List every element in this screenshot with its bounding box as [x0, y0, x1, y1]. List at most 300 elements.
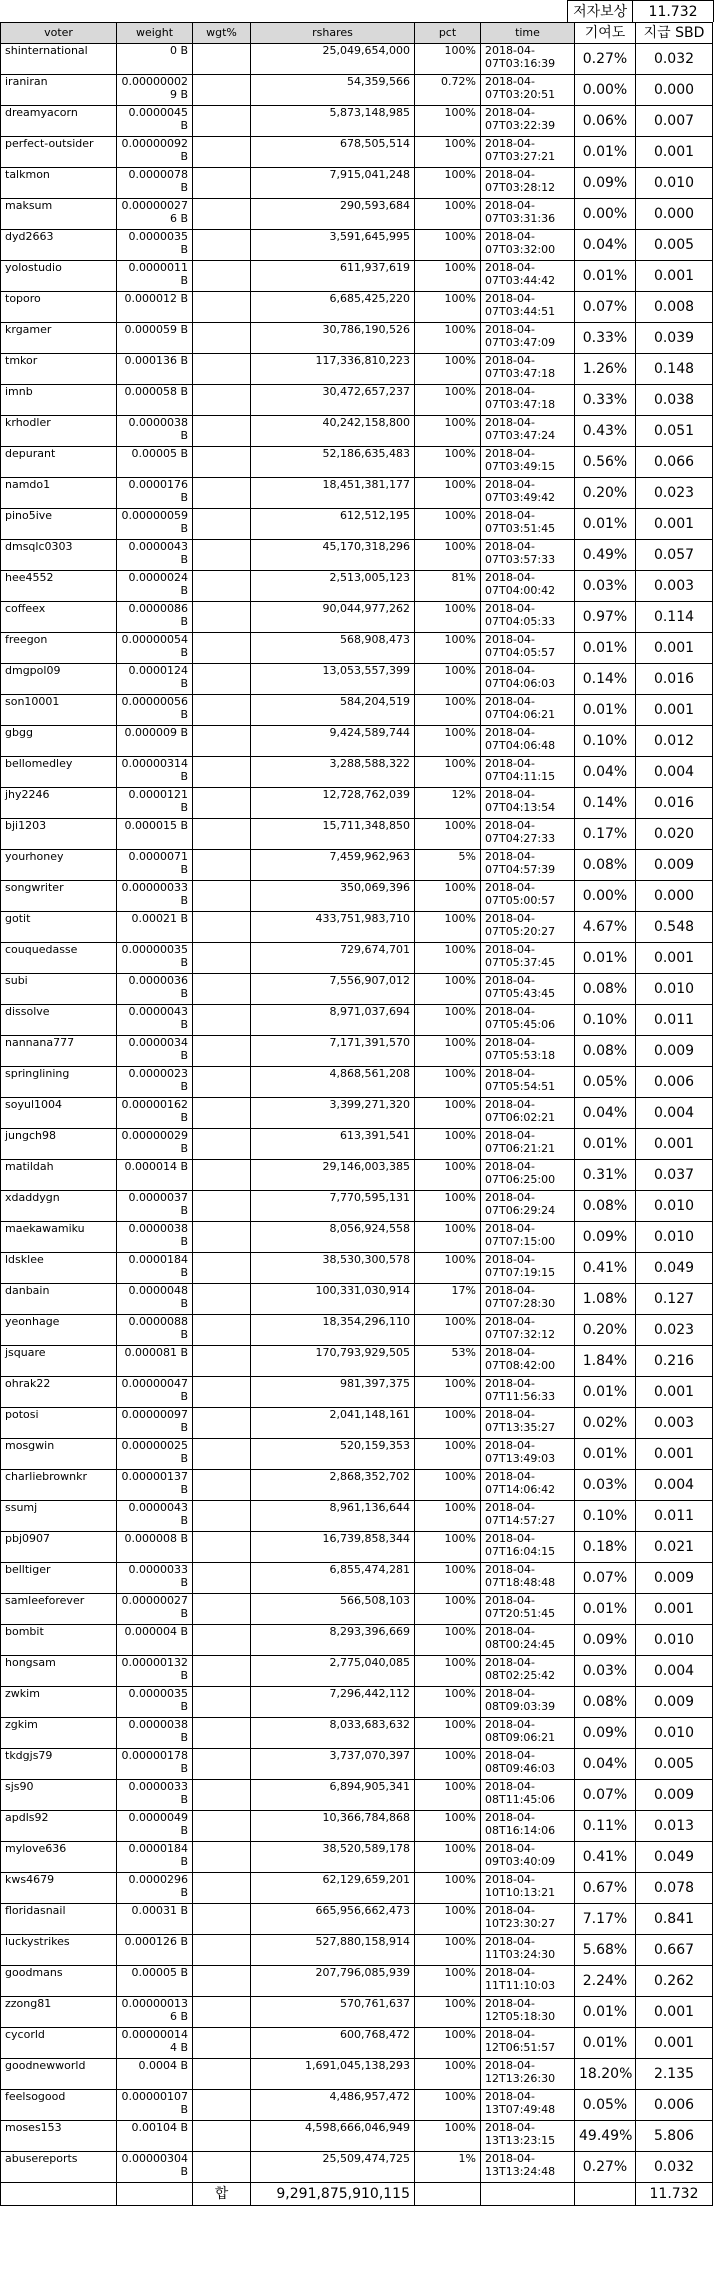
cell-time: 2018-04-08T00:24:45: [481, 1625, 575, 1656]
cell-rshares: 170,793,929,505: [251, 1346, 415, 1377]
cell-sbd: 0.001: [636, 137, 713, 168]
cell-sbd: 0.009: [636, 1036, 713, 1067]
cell-time: 2018-04-07T04:06:03: [481, 664, 575, 695]
cell-pct: 100%: [415, 416, 481, 447]
cell-pct: 100%: [415, 726, 481, 757]
header-pct: pct: [415, 23, 481, 44]
cell-contrib: 0.08%: [575, 850, 636, 881]
cell-sbd: 0.032: [636, 2152, 713, 2183]
cell-pct: 100%: [415, 1315, 481, 1346]
cell-pct: 100%: [415, 137, 481, 168]
cell-rshares: 38,520,589,178: [251, 1842, 415, 1873]
table-row: [1, 1749, 713, 1780]
cell-time: 2018-04-07T03:44:51: [481, 292, 575, 323]
cell-wgt: [193, 974, 251, 1005]
cell-sbd: 0.004: [636, 1656, 713, 1687]
cell-sbd: 0.011: [636, 1005, 713, 1036]
cell-rshares: 6,855,474,281: [251, 1563, 415, 1594]
cell-voter: danbain: [1, 1284, 117, 1315]
cell-voter: talkmon: [1, 168, 117, 199]
header-contrib: 기여도: [575, 23, 636, 44]
cell-contrib: 0.09%: [575, 1222, 636, 1253]
cell-weight: 0.000015 B: [117, 819, 193, 850]
cell-contrib: 0.56%: [575, 447, 636, 478]
cell-sbd: 0.148: [636, 354, 713, 385]
cell-sbd: 2.135: [636, 2059, 713, 2090]
cell-time: 2018-04-07T05:45:06: [481, 1005, 575, 1036]
cell-contrib: 0.14%: [575, 664, 636, 695]
table-row: [1, 1935, 713, 1966]
table-row: [1, 819, 713, 850]
cell-wgt: [193, 1160, 251, 1191]
cell-weight: 0.000059 B: [117, 323, 193, 354]
cell-contrib: 0.06%: [575, 106, 636, 137]
cell-contrib: 18.20%: [575, 2059, 636, 2090]
cell-voter: abusereports: [1, 2152, 117, 2183]
total-row: [1, 2183, 713, 2206]
cell-wgt: [193, 912, 251, 943]
table-row: [1, 1036, 713, 1067]
cell-pct: 100%: [415, 1067, 481, 1098]
cell-sbd: 0.078: [636, 1873, 713, 1904]
cell-contrib: 0.97%: [575, 602, 636, 633]
cell-time: 2018-04-13T13:24:48: [481, 2152, 575, 2183]
cell-time: 2018-04-07T03:47:24: [481, 416, 575, 447]
cell-wgt: [193, 1625, 251, 1656]
cell-time: 2018-04-11T11:10:03: [481, 1966, 575, 1997]
cell-time: 2018-04-08T16:14:06: [481, 1811, 575, 1842]
header-voter: voter: [1, 23, 117, 44]
cell-time: 2018-04-07T03:49:15: [481, 447, 575, 478]
cell-voter: samleeforever: [1, 1594, 117, 1625]
cell-time: 2018-04-07T04:27:33: [481, 819, 575, 850]
cell-wgt: [193, 354, 251, 385]
cell-rshares: 600,768,472: [251, 2028, 415, 2059]
cell-wgt: [193, 1780, 251, 1811]
cell-time: 2018-04-07T04:11:15: [481, 757, 575, 788]
cell-rshares: 7,459,962,963: [251, 850, 415, 881]
cell-voter: maksum: [1, 199, 117, 230]
cell-time: 2018-04-07T06:29:24: [481, 1191, 575, 1222]
cell-pct: 100%: [415, 1749, 481, 1780]
cell-rshares: 38,530,300,578: [251, 1253, 415, 1284]
cell-voter: tmkor: [1, 354, 117, 385]
table-row: [1, 1625, 713, 1656]
cell-contrib: 5.68%: [575, 1935, 636, 1966]
cell-pct: 100%: [415, 1594, 481, 1625]
cell-voter: dmgpol09: [1, 664, 117, 695]
cell-sbd: 0.004: [636, 1470, 713, 1501]
cell-pct: 100%: [415, 1656, 481, 1687]
cell-wgt: [193, 106, 251, 137]
cell-rshares: 7,556,907,012: [251, 974, 415, 1005]
cell-rshares: 290,593,684: [251, 199, 415, 230]
cell-wgt: [193, 292, 251, 323]
cell-wgt: [193, 261, 251, 292]
cell-voter: dyd2663: [1, 230, 117, 261]
cell-contrib: 0.10%: [575, 726, 636, 757]
table-row: [1, 323, 713, 354]
cell-rshares: 10,366,784,868: [251, 1811, 415, 1842]
cell-wgt: [193, 943, 251, 974]
cell-contrib: 0.17%: [575, 819, 636, 850]
cell-rshares: 62,129,659,201: [251, 1873, 415, 1904]
cell-weight: 0.00000035 B: [117, 943, 193, 974]
cell-sbd: 0.001: [636, 943, 713, 974]
cell-weight: 0.00000107 B: [117, 2090, 193, 2121]
cell-voter: apdls92: [1, 1811, 117, 1842]
cell-weight: 0.00000132 B: [117, 1656, 193, 1687]
cell-pct: 100%: [415, 819, 481, 850]
cell-contrib: 49.49%: [575, 2121, 636, 2152]
cell-wgt: [193, 1253, 251, 1284]
cell-time: 2018-04-07T03:28:12: [481, 168, 575, 199]
table-row: [1, 1656, 713, 1687]
cell-rshares: 12,728,762,039: [251, 788, 415, 819]
cell-sbd: 0.262: [636, 1966, 713, 1997]
cell-voter: zgkim: [1, 1718, 117, 1749]
cell-rshares: 25,049,654,000: [251, 44, 415, 75]
cell-sbd: 0.004: [636, 1098, 713, 1129]
cell-contrib: 0.04%: [575, 1098, 636, 1129]
cell-voter: hee4552: [1, 571, 117, 602]
cell-time: 2018-04-08T11:45:06: [481, 1780, 575, 1811]
cell-voter: floridasnail: [1, 1904, 117, 1935]
table-row: [1, 1098, 713, 1129]
cell-voter: charliebrownkr: [1, 1470, 117, 1501]
cell-contrib: 0.07%: [575, 292, 636, 323]
table-row: [1, 1315, 713, 1346]
cell-rshares: 2,868,352,702: [251, 1470, 415, 1501]
cell-wgt: [193, 788, 251, 819]
cell-contrib: 0.18%: [575, 1532, 636, 1563]
table-row: [1, 1563, 713, 1594]
cell-contrib: 0.20%: [575, 1315, 636, 1346]
cell-weight: 0.0000184 B: [117, 1253, 193, 1284]
cell-pct: 100%: [415, 695, 481, 726]
cell-pct: 100%: [415, 1470, 481, 1501]
cell-time: 2018-04-07T05:37:45: [481, 943, 575, 974]
table-row: [1, 478, 713, 509]
table-row: [1, 788, 713, 819]
total-sbd: 11.732: [636, 2183, 713, 2206]
cell-weight: 0.0000033 B: [117, 1563, 193, 1594]
table-row: [1, 1346, 713, 1377]
cell-time: 2018-04-07T03:57:33: [481, 540, 575, 571]
cell-rshares: 30,786,190,526: [251, 323, 415, 354]
cell-pct: 100%: [415, 1780, 481, 1811]
cell-pct: 100%: [415, 1501, 481, 1532]
cell-voter: belltiger: [1, 1563, 117, 1594]
cell-voter: yolostudio: [1, 261, 117, 292]
cell-rshares: 4,868,561,208: [251, 1067, 415, 1098]
cell-voter: jungch98: [1, 1129, 117, 1160]
table-row: [1, 1470, 713, 1501]
cell-voter: yeonhage: [1, 1315, 117, 1346]
cell-rshares: 207,796,085,939: [251, 1966, 415, 1997]
cell-pct: 100%: [415, 2059, 481, 2090]
cell-rshares: 4,598,666,046,949: [251, 2121, 415, 2152]
cell-wgt: [193, 168, 251, 199]
cell-pct: 100%: [415, 230, 481, 261]
table-row: [1, 1377, 713, 1408]
cell-rshares: 15,711,348,850: [251, 819, 415, 850]
cell-weight: 0.00000097 B: [117, 1408, 193, 1439]
cell-weight: 0.0000011 B: [117, 261, 193, 292]
cell-weight: 0.00031 B: [117, 1904, 193, 1935]
cell-time: 2018-04-12T06:51:57: [481, 2028, 575, 2059]
cell-voter: hongsam: [1, 1656, 117, 1687]
cell-weight: 0.000012 B: [117, 292, 193, 323]
cell-time: 2018-04-07T04:00:42: [481, 571, 575, 602]
cell-voter: krgamer: [1, 323, 117, 354]
cell-weight: 0.0000071 B: [117, 850, 193, 881]
cell-pct: 100%: [415, 1687, 481, 1718]
cell-weight: 0.0000043 B: [117, 1501, 193, 1532]
cell-pct: 0.72%: [415, 75, 481, 106]
table-row: [1, 509, 713, 540]
cell-time: 2018-04-07T07:15:00: [481, 1222, 575, 1253]
table-row: [1, 1904, 713, 1935]
cell-sbd: 0.001: [636, 261, 713, 292]
cell-sbd: 0.667: [636, 1935, 713, 1966]
table-row: [1, 633, 713, 664]
cell-time: 2018-04-08T02:25:42: [481, 1656, 575, 1687]
cell-sbd: 0.066: [636, 447, 713, 478]
author-reward-row: [0, 0, 714, 22]
table-row: [1, 199, 713, 230]
cell-voter: moses153: [1, 2121, 117, 2152]
cell-pct: 100%: [415, 1098, 481, 1129]
cell-weight: 0.000126 B: [117, 1935, 193, 1966]
cell-rshares: 5,873,148,985: [251, 106, 415, 137]
cell-voter: nannana777: [1, 1036, 117, 1067]
cell-sbd: 0.003: [636, 1408, 713, 1439]
cell-voter: iraniran: [1, 75, 117, 106]
cell-time: 2018-04-12T05:18:30: [481, 1997, 575, 2028]
cell-time: 2018-04-07T04:06:21: [481, 695, 575, 726]
table-row: [1, 2090, 713, 2121]
cell-time: 2018-04-07T05:43:45: [481, 974, 575, 1005]
cell-voter: jhy2246: [1, 788, 117, 819]
cell-rshares: 433,751,983,710: [251, 912, 415, 943]
cell-pct: 100%: [415, 385, 481, 416]
cell-contrib: 0.02%: [575, 1408, 636, 1439]
cell-sbd: 0.021: [636, 1532, 713, 1563]
cell-pct: 100%: [415, 633, 481, 664]
cell-voter: pbj0907: [1, 1532, 117, 1563]
cell-weight: 0.000009 B: [117, 726, 193, 757]
cell-sbd: 0.001: [636, 1129, 713, 1160]
table-row: [1, 602, 713, 633]
cell-weight: 0.000058 B: [117, 385, 193, 416]
cell-sbd: 0.023: [636, 478, 713, 509]
cell-weight: 0.00005 B: [117, 447, 193, 478]
cell-voter: soyul1004: [1, 1098, 117, 1129]
cell-contrib: 0.10%: [575, 1005, 636, 1036]
cell-contrib: 0.04%: [575, 230, 636, 261]
cell-sbd: 0.008: [636, 292, 713, 323]
cell-voter: bombit: [1, 1625, 117, 1656]
cell-wgt: [193, 2028, 251, 2059]
table-row: [1, 1718, 713, 1749]
cell-sbd: 0.000: [636, 75, 713, 106]
cell-rshares: 9,424,589,744: [251, 726, 415, 757]
cell-time: 2018-04-07T05:20:27: [481, 912, 575, 943]
cell-rshares: 3,288,588,322: [251, 757, 415, 788]
cell-wgt: [193, 1129, 251, 1160]
cell-voter: namdo1: [1, 478, 117, 509]
cell-wgt: [193, 1036, 251, 1067]
cell-pct: 100%: [415, 664, 481, 695]
cell-wgt: [193, 850, 251, 881]
cell-weight: 0.00000314 B: [117, 757, 193, 788]
table-row: [1, 1532, 713, 1563]
cell-sbd: 0.001: [636, 1997, 713, 2028]
cell-pct: 100%: [415, 974, 481, 1005]
cell-weight: 0.000136 B: [117, 354, 193, 385]
cell-pct: 100%: [415, 509, 481, 540]
cell-rshares: 8,033,683,632: [251, 1718, 415, 1749]
cell-voter: songwriter: [1, 881, 117, 912]
cell-rshares: 6,894,905,341: [251, 1780, 415, 1811]
cell-weight: 0.0000024 B: [117, 571, 193, 602]
cell-weight: 0.0000038 B: [117, 1222, 193, 1253]
cell-time: 2018-04-12T13:26:30: [481, 2059, 575, 2090]
cell-weight: 0.00000013 6 B: [117, 1997, 193, 2028]
cell-pct: 100%: [415, 602, 481, 633]
cell-pct: 100%: [415, 1036, 481, 1067]
table-row: [1, 385, 713, 416]
cell-rshares: 665,956,662,473: [251, 1904, 415, 1935]
cell-time: 2018-04-07T05:53:18: [481, 1036, 575, 1067]
cell-wgt: [193, 1842, 251, 1873]
cell-pct: 100%: [415, 2121, 481, 2152]
cell-sbd: 0.010: [636, 1222, 713, 1253]
table-row: [1, 137, 713, 168]
table-row: [1, 447, 713, 478]
table-row: [1, 292, 713, 323]
table-row: [1, 1067, 713, 1098]
cell-wgt: [193, 1377, 251, 1408]
cell-rshares: 527,880,158,914: [251, 1935, 415, 1966]
cell-contrib: 0.33%: [575, 323, 636, 354]
cell-time: 2018-04-07T04:57:39: [481, 850, 575, 881]
cell-voter: tkdgjs79: [1, 1749, 117, 1780]
cell-time: 2018-04-07T20:51:45: [481, 1594, 575, 1625]
cell-rshares: 566,508,103: [251, 1594, 415, 1625]
table-row: [1, 75, 713, 106]
table-row: [1, 261, 713, 292]
cell-rshares: 8,056,924,558: [251, 1222, 415, 1253]
cell-sbd: 0.841: [636, 1904, 713, 1935]
cell-wgt: [193, 1501, 251, 1532]
cell-voter: maekawamiku: [1, 1222, 117, 1253]
cell-contrib: 0.01%: [575, 1439, 636, 1470]
cell-voter: toporo: [1, 292, 117, 323]
cell-wgt: [193, 819, 251, 850]
cell-contrib: 0.07%: [575, 1780, 636, 1811]
cell-sbd: 0.009: [636, 1687, 713, 1718]
table-row: [1, 2028, 713, 2059]
cell-rshares: 8,961,136,644: [251, 1501, 415, 1532]
cell-weight: 0.00000162 B: [117, 1098, 193, 1129]
cell-rshares: 2,041,148,161: [251, 1408, 415, 1439]
table-row: [1, 1966, 713, 1997]
cell-pct: 100%: [415, 1873, 481, 1904]
cell-time: 2018-04-13T13:23:15: [481, 2121, 575, 2152]
cell-sbd: 0.005: [636, 1749, 713, 1780]
cell-time: 2018-04-07T06:25:00: [481, 1160, 575, 1191]
cell-contrib: 0.41%: [575, 1253, 636, 1284]
cell-voter: potosi: [1, 1408, 117, 1439]
cell-pct: 100%: [415, 354, 481, 385]
cell-voter: bji1203: [1, 819, 117, 850]
cell-voter: ssumj: [1, 1501, 117, 1532]
table-row: [1, 1191, 713, 1222]
table-row: [1, 106, 713, 137]
cell-contrib: 0.01%: [575, 1377, 636, 1408]
cell-weight: 0.00000029 B: [117, 1129, 193, 1160]
cell-pct: 100%: [415, 478, 481, 509]
cell-rshares: 6,685,425,220: [251, 292, 415, 323]
cell-wgt: [193, 478, 251, 509]
table-row: [1, 1811, 713, 1842]
cell-rshares: 2,775,040,085: [251, 1656, 415, 1687]
table-row: [1, 1780, 713, 1811]
cell-voter: bellomedley: [1, 757, 117, 788]
cell-contrib: 0.14%: [575, 788, 636, 819]
cell-sbd: 0.006: [636, 1067, 713, 1098]
cell-pct: 100%: [415, 1377, 481, 1408]
cell-rshares: 3,591,645,995: [251, 230, 415, 261]
cell-sbd: 0.009: [636, 1780, 713, 1811]
cell-sbd: 0.049: [636, 1253, 713, 1284]
cell-voter: kws4679: [1, 1873, 117, 1904]
total-rshares: 9,291,875,910,115: [251, 2183, 415, 2206]
cell-wgt: [193, 1873, 251, 1904]
cell-pct: 100%: [415, 1005, 481, 1036]
cell-contrib: 0.01%: [575, 943, 636, 974]
cell-pct: 5%: [415, 850, 481, 881]
table-row: [1, 571, 713, 602]
cell-contrib: 0.01%: [575, 137, 636, 168]
cell-wgt: [193, 1315, 251, 1346]
cell-contrib: 0.01%: [575, 261, 636, 292]
cell-contrib: 0.08%: [575, 974, 636, 1005]
cell-rshares: 16,739,858,344: [251, 1532, 415, 1563]
cell-pct: 100%: [415, 912, 481, 943]
cell-time: 2018-04-08T09:06:21: [481, 1718, 575, 1749]
cell-contrib: 2.24%: [575, 1966, 636, 1997]
cell-time: 2018-04-07T16:04:15: [481, 1532, 575, 1563]
table-row: [1, 1005, 713, 1036]
cell-wgt: [193, 695, 251, 726]
cell-sbd: 0.127: [636, 1284, 713, 1315]
cell-sbd: 0.001: [636, 633, 713, 664]
cell-rshares: 520,159,353: [251, 1439, 415, 1470]
cell-time: 2018-04-07T13:35:27: [481, 1408, 575, 1439]
cell-sbd: 0.001: [636, 695, 713, 726]
cell-wgt: [193, 602, 251, 633]
cell-pct: 100%: [415, 44, 481, 75]
cell-sbd: 0.038: [636, 385, 713, 416]
cell-weight: 0.0000121 B: [117, 788, 193, 819]
cell-rshares: 18,354,296,110: [251, 1315, 415, 1346]
cell-voter: gbgg: [1, 726, 117, 757]
cell-pct: 100%: [415, 1408, 481, 1439]
cell-weight: 0.00000178 B: [117, 1749, 193, 1780]
